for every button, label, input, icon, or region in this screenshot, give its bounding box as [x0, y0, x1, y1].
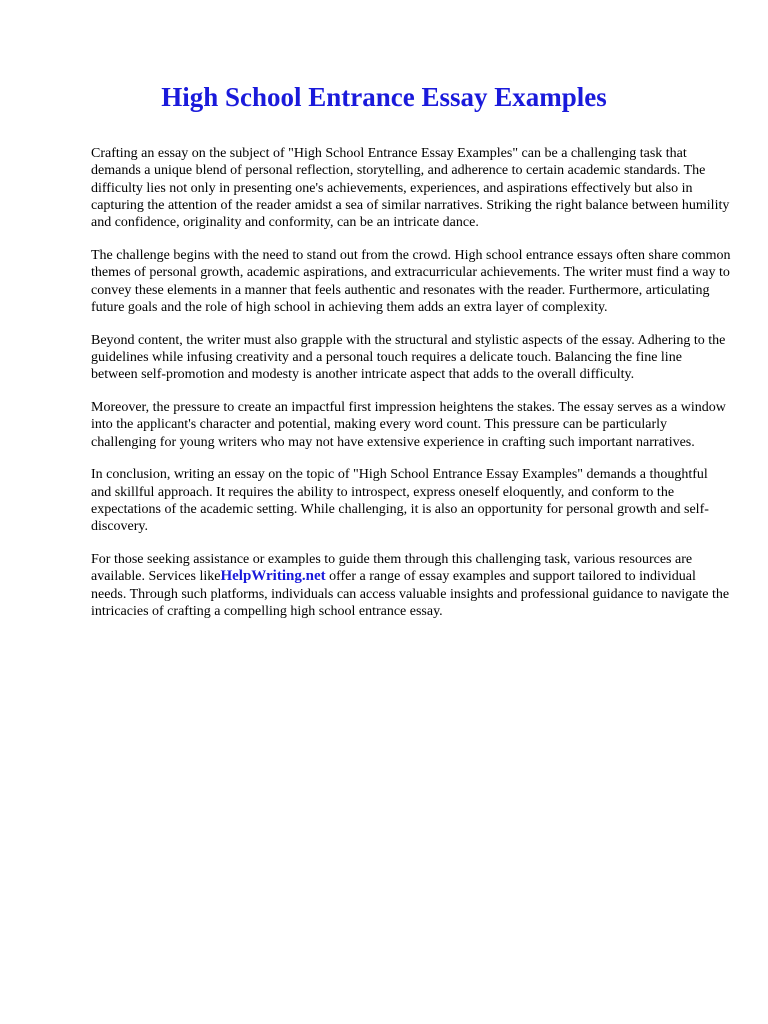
document-body: [91, 145, 731, 636]
document-title: High School Entrance Essay Examples: [161, 82, 607, 112]
paragraph-1: Crafting an essay on the subject of "High School Entrance Essay Examples" can be a challenging task that demands a unique blend of personal reflection, storytelling, and adherence to certain academic standards. The difficulty lies not only in presenting one's achievements, experiences, and aspirations effectively but also in capturing the attention of the reader amidst a sea of similar narratives. Striking the right balance between humility and confidence, originality and conformity, can be an intricate dance.: [91, 146, 730, 231]
helpwriting-link[interactable]: HelpWriting.net: [220, 568, 326, 585]
paragraph-6-after-link: offer a range of essay examples and support tailored to individual needs. Through such platforms, individuals can access valuable insights and professional guidance to navigate the intricacies of crafting a compelling high school entrance essay.: [91, 569, 730, 620]
paragraph-5: In conclusion, writing an essay on the topic of "High School Entrance Essay Examples" demands a thoughtful and skillful approach. It requires the ability to introspect, express oneself eloquently, and conform to the expectations of the academic setting. While challenging, it is also an opportunity for personal growth and self-discovery.: [91, 467, 709, 535]
paragraph-2: The challenge begins with the need to stand out from the crowd. High school entrance essays often share common themes of personal growth, academic aspirations, and extracurricular achievements. The writer must find a way to convey these elements in a manner that feels authentic and resonates with the reader. Furthermore, articulating future goals and the role of high school in achieving them adds an extra layer of complexity.: [91, 247, 731, 315]
paragraph-3: Beyond content, the writer must also grapple with the structural and stylistic aspects of the essay. Adhering to the guidelines while infusing creativity and a personal touch requires a delicate touch. Balancing the fine line between self-promotion and modesty is another intricate aspect that adds to the overall difficulty.: [91, 332, 726, 383]
paragraph-6: [91, 551, 731, 620]
paragraph-6-before-link: For those seeking assistance or examples to guide them through this challenging task, various resources are available. Services like: [91, 552, 693, 585]
paragraph-4: Moreover, the pressure to create an impactful first impression heightens the stakes. The essay serves as a window into the applicant's character and potential, making every word count. This pressure can be particularly challenging for young writers who may not have extensive experience in crafting such important narratives.: [91, 400, 726, 450]
